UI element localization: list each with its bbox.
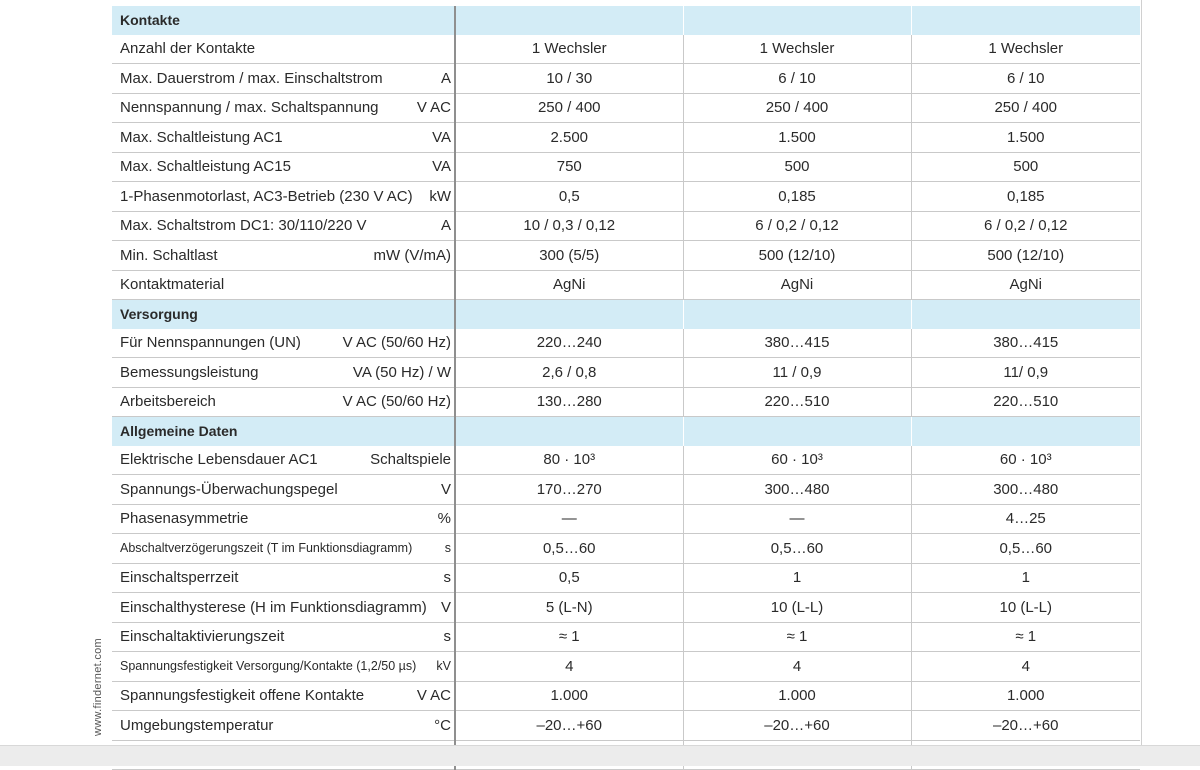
- value-cell: 0,5…60: [455, 534, 683, 564]
- row-label-cell: [112, 276, 454, 293]
- value-cell: ≈ 1: [683, 622, 911, 652]
- value-cell: 0,5…60: [683, 534, 911, 564]
- row-unit: A: [440, 69, 451, 87]
- value-cell: 6 / 0,2 / 0,12: [683, 211, 911, 241]
- table-row: [112, 270, 1140, 300]
- value-cell: 1: [683, 563, 911, 593]
- row-label-cell: [112, 364, 454, 381]
- section-header: [112, 6, 1140, 35]
- section-title: Versorgung: [120, 306, 198, 323]
- row-label: Elektrische Lebensdauer AC1: [120, 451, 318, 469]
- row-label: Umgebungstemperatur: [120, 716, 274, 734]
- section-header: [112, 417, 1140, 446]
- value-cell: 380…415: [911, 329, 1140, 358]
- table-row: [112, 182, 1140, 212]
- row-label: Kontaktmaterial: [120, 276, 225, 294]
- section-header-cell: [455, 6, 683, 35]
- value-cell: 1: [911, 563, 1140, 593]
- row-label-cell: [112, 247, 454, 264]
- value-cell: 1.000: [455, 681, 683, 711]
- row-label: Arbeitsbereich: [120, 393, 216, 411]
- row-unit: V AC: [416, 687, 451, 705]
- value-cell: 0,5: [455, 563, 683, 593]
- table-row: [112, 329, 1140, 358]
- row-label: Für Nennspannungen (UN): [120, 334, 301, 352]
- value-cell: 300 (5/5): [455, 241, 683, 271]
- value-cell: 6 / 0,2 / 0,12: [911, 211, 1140, 241]
- value-cell: 220…510: [911, 387, 1140, 417]
- section-header: [112, 300, 1140, 329]
- value-cell: ≈ 1: [911, 622, 1140, 652]
- row-label-cell: [112, 158, 454, 175]
- row-label-cell: [112, 217, 454, 234]
- value-cell: 60 · 10³: [683, 446, 911, 475]
- value-cell: 5 (L-N): [455, 593, 683, 623]
- row-label: Spannungsfestigkeit offene Kontakte: [120, 687, 365, 705]
- section-header-cell: [911, 300, 1140, 329]
- value-cell: –20…+60: [455, 711, 683, 741]
- row-label-cell: [112, 599, 454, 616]
- section-header-cell: [911, 6, 1140, 35]
- value-cell: 250 / 400: [683, 93, 911, 123]
- table-row: [112, 475, 1140, 505]
- value-cell: 220…240: [455, 329, 683, 358]
- table-row: [112, 93, 1140, 123]
- section-header-cell: [683, 300, 911, 329]
- table-row: [112, 387, 1140, 417]
- value-cell: ≈ 1: [455, 622, 683, 652]
- section-header-cell: [683, 6, 911, 35]
- row-unit: V AC (50/60 Hz): [342, 393, 451, 411]
- value-cell: –20…+60: [683, 711, 911, 741]
- value-cell: 10 / 0,3 / 0,12: [455, 211, 683, 241]
- value-cell: 4…25: [911, 504, 1140, 534]
- row-label: Spannungs-Überwachungspegel: [120, 480, 338, 498]
- row-unit: V AC: [416, 99, 451, 117]
- row-label-cell: [112, 188, 454, 205]
- value-cell: —: [455, 504, 683, 534]
- table-row: [112, 152, 1140, 182]
- value-cell: 10 / 30: [455, 64, 683, 94]
- section-header-cell: [683, 417, 911, 446]
- value-cell: 1 Wechsler: [455, 35, 683, 64]
- table-row: [112, 211, 1140, 241]
- row-label: Einschaltaktivierungszeit: [120, 628, 285, 646]
- value-cell: 11/ 0,9: [911, 358, 1140, 388]
- table-row: [112, 563, 1140, 593]
- row-unit: VA (50 Hz) / W: [352, 363, 451, 381]
- row-label-cell: [112, 481, 454, 498]
- row-label: Max. Schaltleistung AC1: [120, 128, 283, 146]
- row-label: Phasenasymmetrie: [120, 510, 249, 528]
- row-label-cell: [112, 541, 454, 555]
- value-cell: 1.500: [683, 123, 911, 153]
- value-cell: 500: [683, 152, 911, 182]
- table-row: [112, 123, 1140, 153]
- value-cell: 1.500: [911, 123, 1140, 153]
- table-row: [112, 35, 1140, 64]
- value-cell: AgNi: [683, 270, 911, 300]
- value-cell: —: [683, 504, 911, 534]
- value-cell: 4: [683, 652, 911, 682]
- row-label: Nennspannung / max. Schaltspannung: [120, 99, 379, 117]
- row-unit: kV: [436, 659, 451, 674]
- table-row: [112, 622, 1140, 652]
- row-unit: VA: [432, 128, 451, 146]
- value-cell: 1 Wechsler: [683, 35, 911, 64]
- row-label-cell: [112, 628, 454, 645]
- row-label-cell: [112, 569, 454, 586]
- row-label: Spannungsfestigkeit Versorgung/Kontakte (1,2/50 µs): [120, 659, 417, 674]
- row-unit: kW: [429, 187, 451, 205]
- row-label: Anzahl der Kontakte: [120, 40, 256, 58]
- row-unit: s: [443, 628, 451, 646]
- row-label: Bemessungsleistung: [120, 363, 259, 381]
- value-cell: 1.000: [683, 681, 911, 711]
- row-label-cell: [112, 334, 454, 351]
- value-cell: 500 (12/10): [911, 241, 1140, 271]
- value-cell: 10 (L-L): [911, 593, 1140, 623]
- row-label-cell: [112, 451, 454, 468]
- value-cell: 0,5: [455, 182, 683, 212]
- table-row: [112, 652, 1140, 682]
- value-cell: 0,185: [683, 182, 911, 212]
- value-cell: 10 (L-L): [683, 593, 911, 623]
- table-row: [112, 593, 1140, 623]
- value-cell: 2.500: [455, 123, 683, 153]
- row-label: Max. Dauerstrom / max. Einschaltstrom: [120, 69, 383, 87]
- value-cell: 4: [455, 652, 683, 682]
- value-cell: 1.000: [911, 681, 1140, 711]
- value-cell: AgNi: [911, 270, 1140, 300]
- row-unit: Schaltspiele: [370, 451, 451, 469]
- row-label-cell: [112, 70, 454, 87]
- value-cell: 4: [911, 652, 1140, 682]
- section-header-cell: [911, 417, 1140, 446]
- section-title: Allgemeine Daten: [120, 423, 238, 440]
- row-label: Max. Schaltleistung AC15: [120, 158, 291, 176]
- value-cell: 220…510: [683, 387, 911, 417]
- value-cell: 170…270: [455, 475, 683, 505]
- row-unit: s: [443, 569, 451, 587]
- section-header-cell: [455, 417, 683, 446]
- row-label: Einschalthysterese (H im Funktionsdiagramm): [120, 598, 427, 616]
- row-label-cell: [112, 687, 454, 704]
- value-cell: 130…280: [455, 387, 683, 417]
- table-row: [112, 504, 1140, 534]
- spec-sheet: [112, 6, 1140, 770]
- horizontal-scrollbar[interactable]: [0, 745, 1200, 766]
- row-unit: mW (V/mA): [373, 246, 451, 264]
- value-cell: AgNi: [455, 270, 683, 300]
- table-row: [112, 64, 1140, 94]
- value-cell: 6 / 10: [911, 64, 1140, 94]
- row-label-cell: [112, 99, 454, 116]
- table-row: [112, 534, 1140, 564]
- value-cell: 250 / 400: [911, 93, 1140, 123]
- value-cell: 0,185: [911, 182, 1140, 212]
- value-cell: 300…480: [911, 475, 1140, 505]
- row-unit: VA: [432, 158, 451, 176]
- row-label: Max. Schaltstrom DC1: 30/110/220 V: [120, 217, 367, 235]
- value-cell: 80 · 10³: [455, 446, 683, 475]
- row-label-cell: [112, 510, 454, 527]
- row-unit: A: [440, 217, 451, 235]
- row-unit: %: [437, 510, 451, 528]
- table-row: [112, 711, 1140, 741]
- table-row: [112, 241, 1140, 271]
- value-cell: 300…480: [683, 475, 911, 505]
- spec-table: [112, 6, 1140, 770]
- value-cell: 2,6 / 0,8: [455, 358, 683, 388]
- value-cell: 60 · 10³: [911, 446, 1140, 475]
- value-cell: 500: [911, 152, 1140, 182]
- row-label: 1-Phasenmotorlast, AC3-Betrieb (230 V AC): [120, 187, 413, 205]
- row-label: Min. Schaltlast: [120, 246, 218, 264]
- page-edge-divider: [1141, 0, 1142, 745]
- value-cell: 11 / 0,9: [683, 358, 911, 388]
- row-label-cell: [112, 393, 454, 410]
- value-cell: 750: [455, 152, 683, 182]
- value-cell: 1 Wechsler: [911, 35, 1140, 64]
- row-label: Einschaltsperrzeit: [120, 569, 239, 587]
- value-cell: 250 / 400: [455, 93, 683, 123]
- table-row: [112, 446, 1140, 475]
- value-cell: 380…415: [683, 329, 911, 358]
- row-label-cell: [112, 40, 454, 57]
- value-cell: 500 (12/10): [683, 241, 911, 271]
- row-unit: °C: [434, 716, 451, 734]
- section-title: Kontakte: [120, 12, 180, 29]
- row-label-cell: [112, 659, 454, 673]
- value-cell: 6 / 10: [683, 64, 911, 94]
- section-header-cell: [455, 300, 683, 329]
- row-label-cell: [112, 129, 454, 146]
- row-unit: V: [440, 598, 451, 616]
- watermark-text: www.findernet.com: [92, 637, 104, 737]
- row-unit: s: [444, 541, 451, 556]
- row-label: Abschaltverzögerungszeit (T im Funktionsdiagramm): [120, 541, 413, 556]
- table-row: [112, 681, 1140, 711]
- row-label-cell: [112, 717, 454, 734]
- value-cell: 0,5…60: [911, 534, 1140, 564]
- table-row: [112, 358, 1140, 388]
- row-unit: V: [440, 480, 451, 498]
- watermark: [88, 636, 108, 746]
- value-cell: –20…+60: [911, 711, 1140, 741]
- row-unit: V AC (50/60 Hz): [342, 334, 451, 352]
